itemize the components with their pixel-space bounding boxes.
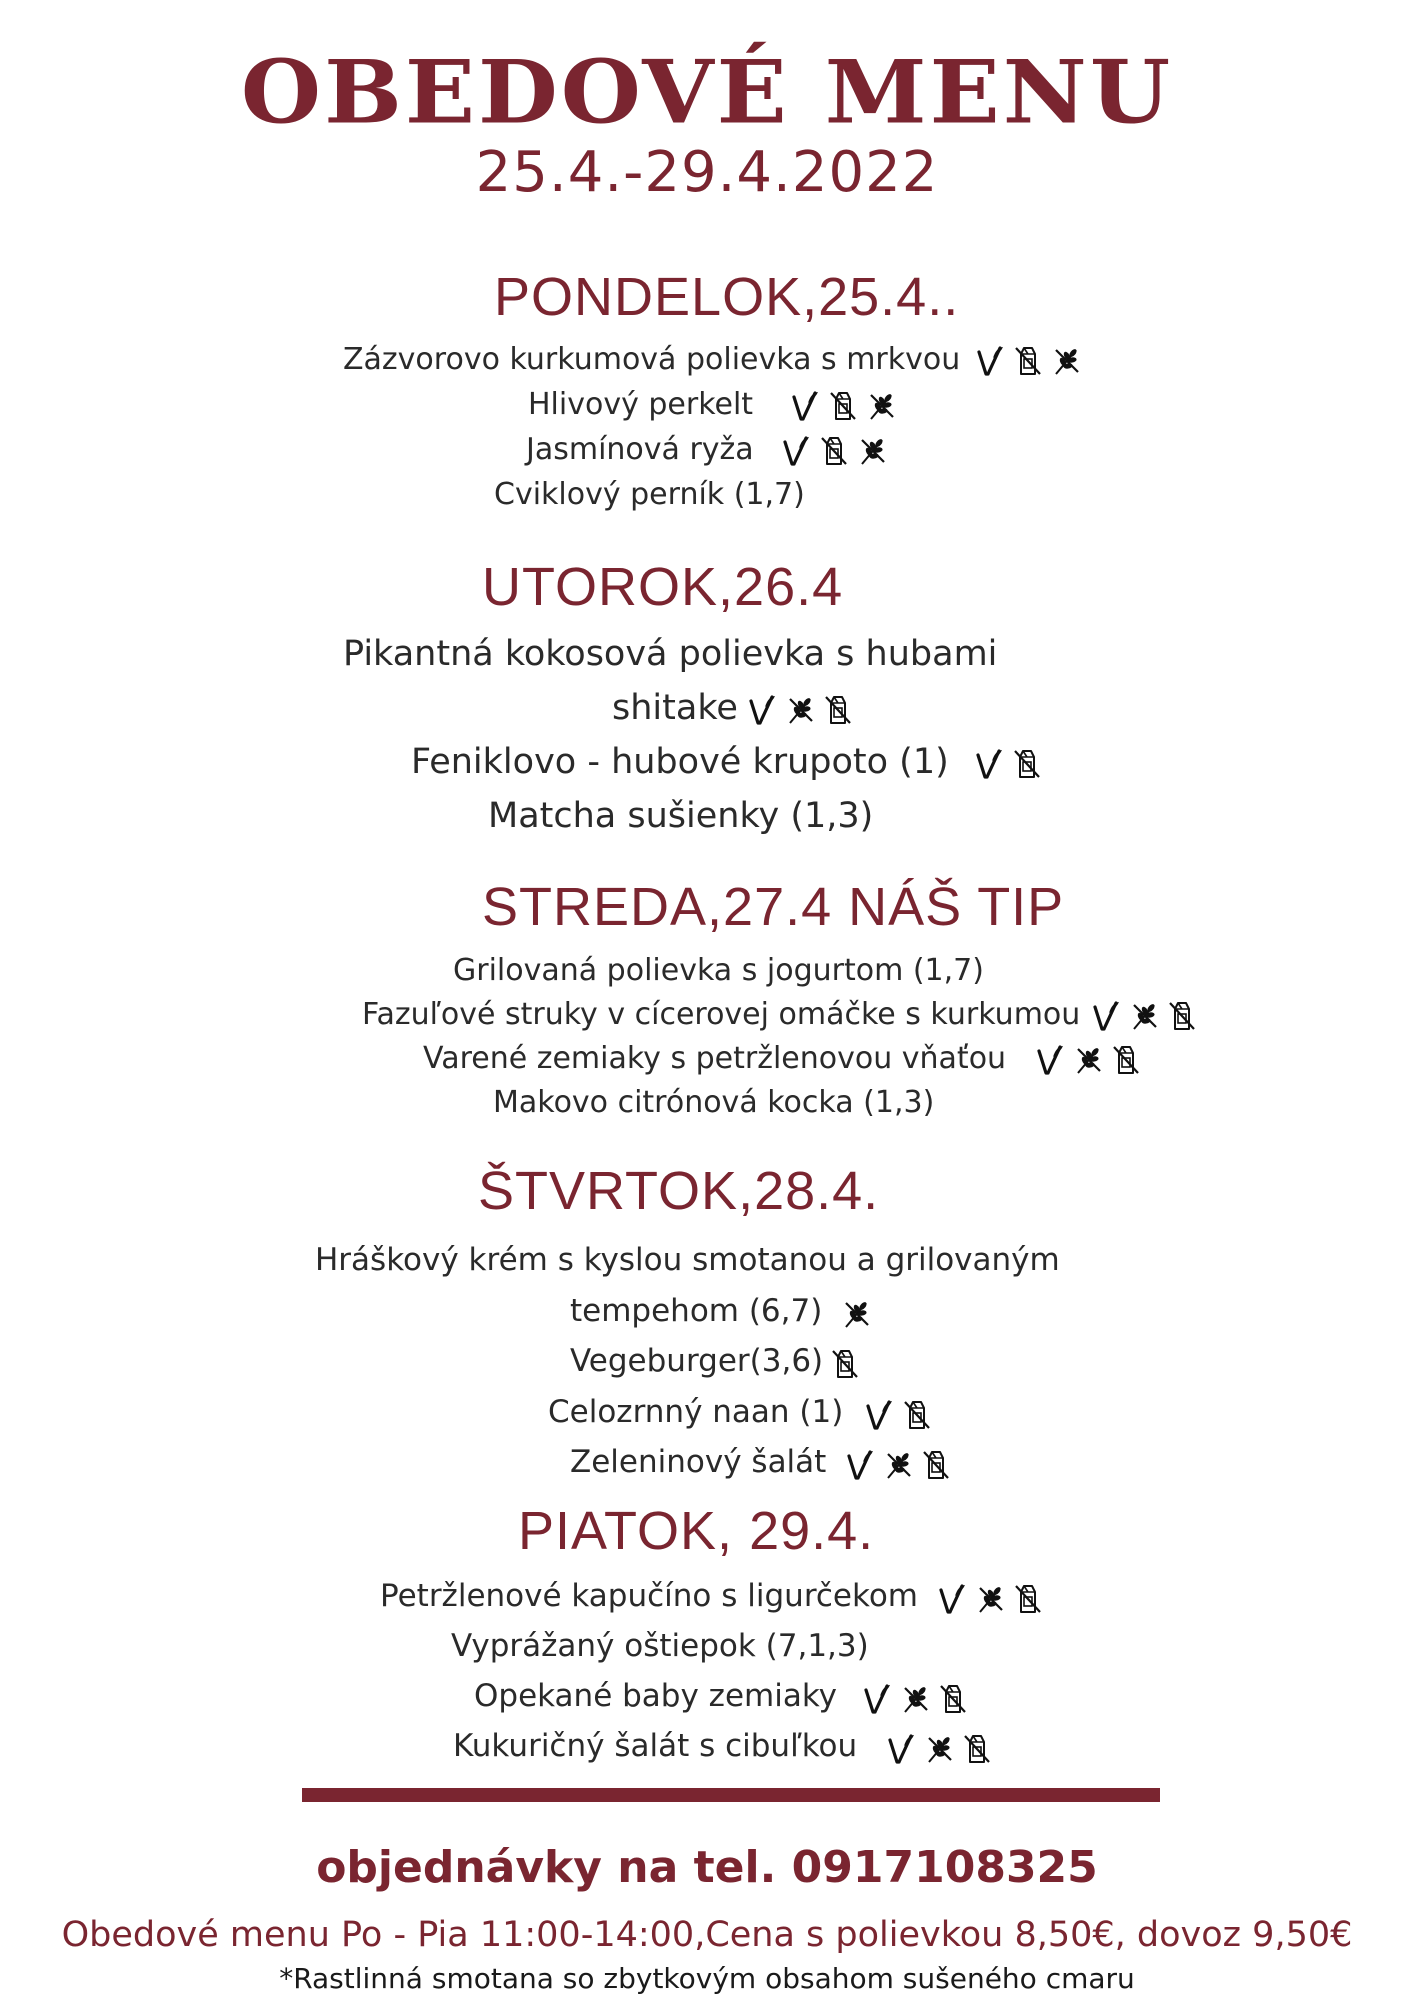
no-milk-icon <box>829 1347 861 1381</box>
menu-item: Vyprážaný oštiepok (7,1,3) <box>451 1628 869 1664</box>
menu-hours-price: Obedové menu Po - Pia 11:00-14:00,Cena s polievkou 8,50€, dovoz 9,50€ <box>61 1915 1353 1955</box>
no-milk-icon <box>827 389 859 423</box>
no-milk-icon <box>920 1448 952 1482</box>
divider <box>302 1788 1160 1802</box>
no-gluten-icon <box>974 1582 1006 1616</box>
menu-item: shitake <box>612 688 854 729</box>
no-milk-icon <box>1166 999 1198 1033</box>
vegan-icon <box>1034 1043 1066 1077</box>
vegan-icon <box>936 1582 968 1616</box>
day-heading-friday: PIATOK, 29.4. <box>518 1501 875 1561</box>
menu-item: Petržlenové kapučíno s ligurčekom <box>380 1578 1044 1616</box>
menu-item: Hráškový krém s kyslou smotanou a grilovaným <box>315 1242 1060 1278</box>
menu-item: Zázvorovo kurkumová polievka s mrkvou <box>343 342 1082 378</box>
day-heading-thursday: ŠTVRTOK,28.4. <box>478 1161 880 1221</box>
menu-item: tempehom (6,7) <box>570 1293 872 1331</box>
no-gluten-icon <box>899 1682 931 1716</box>
menu-item: Fazuľové struky v cícerovej omáčke s kurkumou <box>362 997 1198 1033</box>
vegan-icon <box>844 1448 876 1482</box>
no-gluten-icon <box>1050 344 1082 378</box>
menu-item: Kukuričný šalát s cibuľkou <box>453 1728 993 1766</box>
menu-item: Feniklovo - hubové krupoto (1) <box>411 742 1043 783</box>
menu-item: Makovo citrónová kocka (1,3) <box>493 1085 935 1120</box>
menu-item: Jasmínová ryža <box>526 432 888 468</box>
no-milk-icon <box>822 693 854 727</box>
menu-item: Opekané baby zemiaky <box>474 1678 969 1716</box>
no-milk-icon <box>937 1682 969 1716</box>
menu-item: Varené zemiaky s petržlenovou vňaťou <box>423 1041 1142 1077</box>
no-milk-icon <box>1011 747 1043 781</box>
no-milk-icon <box>818 434 850 468</box>
no-milk-icon <box>1110 1043 1142 1077</box>
menu-item: Hlivový perkelt <box>528 387 897 423</box>
no-gluten-icon <box>882 1448 914 1482</box>
day-heading-monday: PONDELOK,25.4.. <box>494 267 960 327</box>
no-gluten-icon <box>865 389 897 423</box>
menu-item: Celozrnný naan (1) <box>548 1394 933 1432</box>
no-gluten-icon <box>1128 999 1160 1033</box>
vegan-icon <box>973 747 1005 781</box>
no-gluten-icon <box>923 1732 955 1766</box>
vegan-icon <box>863 1398 895 1432</box>
no-milk-icon <box>901 1398 933 1432</box>
day-heading-wednesday: STREDA,27.4 NÁŠ TIP <box>482 877 1065 937</box>
order-phone: objednávky na tel. 0917108325 <box>316 1842 1098 1893</box>
menu-item: Grilovaná polievka s jogurtom (1,7) <box>453 953 984 988</box>
vegan-icon <box>780 434 812 468</box>
vegan-icon <box>746 693 778 727</box>
vegan-icon <box>789 389 821 423</box>
no-milk-icon <box>1012 1582 1044 1616</box>
menu-title: OBEDOVÉ MENU <box>240 40 1174 144</box>
vegan-icon <box>1090 999 1122 1033</box>
no-gluten-icon <box>856 434 888 468</box>
no-gluten-icon <box>1072 1043 1104 1077</box>
no-gluten-icon <box>784 693 816 727</box>
menu-item: Cviklový perník (1,7) <box>494 477 805 512</box>
vegan-icon <box>861 1682 893 1716</box>
no-gluten-icon <box>840 1297 872 1331</box>
day-heading-tuesday: UTOROK,26.4 <box>482 557 844 617</box>
menu-item: Matcha sušienky (1,3) <box>488 796 874 836</box>
menu-item: Zeleninový šalát <box>570 1444 952 1482</box>
menu-item: Pikantná kokosová polievka s hubami <box>343 634 998 674</box>
menu-item: Vegeburger(3,6) <box>570 1343 861 1381</box>
vegan-icon <box>885 1732 917 1766</box>
vegan-icon <box>974 344 1006 378</box>
footnote: *Rastlinná smotana so zbytkovým obsahom sušeného cmaru <box>279 1962 1135 1995</box>
no-milk-icon <box>1012 344 1044 378</box>
no-milk-icon <box>961 1732 993 1766</box>
menu-dates: 25.4.-29.4.2022 <box>475 140 939 205</box>
